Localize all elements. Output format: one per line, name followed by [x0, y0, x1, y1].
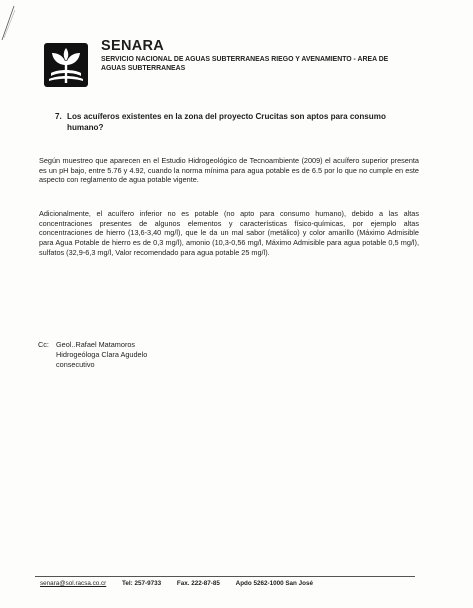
- footer-phone: Tel: 257-9733: [122, 580, 162, 587]
- footer-contact: [40, 580, 420, 587]
- question-heading: [55, 112, 420, 133]
- footer-divider: [35, 576, 415, 577]
- senara-logo: [44, 43, 88, 87]
- question-number: 7.: [55, 112, 62, 121]
- plant-sprout-icon: [44, 43, 88, 87]
- org-subtitle: SERVICIO NACIONAL DE AGUAS SUBTERRANEAS RIEGO Y AVENAMIENTO - AREA DE AGUAS SUBTERRANEAS: [101, 56, 389, 72]
- footer-email-link[interactable]: senara@sol.racsa.co.cr: [40, 580, 107, 587]
- org-name: SENARA: [101, 38, 165, 54]
- cc-recipient: Geol..Rafael Matamoros: [56, 340, 136, 349]
- paragraph-ph-analysis: Según muestreo que aparecen en el Estudio Hidrogeológico de Tecnoambiente (2009) el acuífero superior presenta es un pH bajo, entre 5.76 y 4.92, cuando la norma mínima para agua potable es de 6.5 por lo que no cumple en este aspecto con reglamento de agua potable vigente.: [39, 156, 419, 185]
- paragraph-lower-aquifer: Adicionalmente, el acuífero inferior no es potable (no apto para consumo humano), debido a las altas concentraciones presentes de algunos elementos y características físico-químicas, por ejemplo altas concentraciones de hierro (13,6-3,40 mg/l), que le da un mal sabor (metálico) y color amarillo (Máximo Admisible para Agua Potable de hierro es de 0,3 mg/l), amonio (10,3-0,56 mg/l, Máximo Admisible para agua potable 0,5 mg/l), sulfatos (32,9-6,3 mg/l, Valor recomendado para agua potable 25 mg/l).: [39, 209, 419, 257]
- cc-recipient: consecutivo: [56, 360, 95, 369]
- question-text: Los acuíferos existentes en la zona del proyecto Crucitas son aptos para consumo humano?: [67, 112, 386, 132]
- cc-label: Cc:: [38, 340, 49, 349]
- cc-recipient: Hidrogeóloga Clara Agudelo: [56, 350, 148, 359]
- footer-address: Apdo 5262-1000 San José: [235, 580, 314, 587]
- cc-block: [38, 340, 147, 370]
- footer-fax: Fax. 222-87-85: [176, 580, 220, 587]
- scan-edge-mark: [0, 2, 22, 42]
